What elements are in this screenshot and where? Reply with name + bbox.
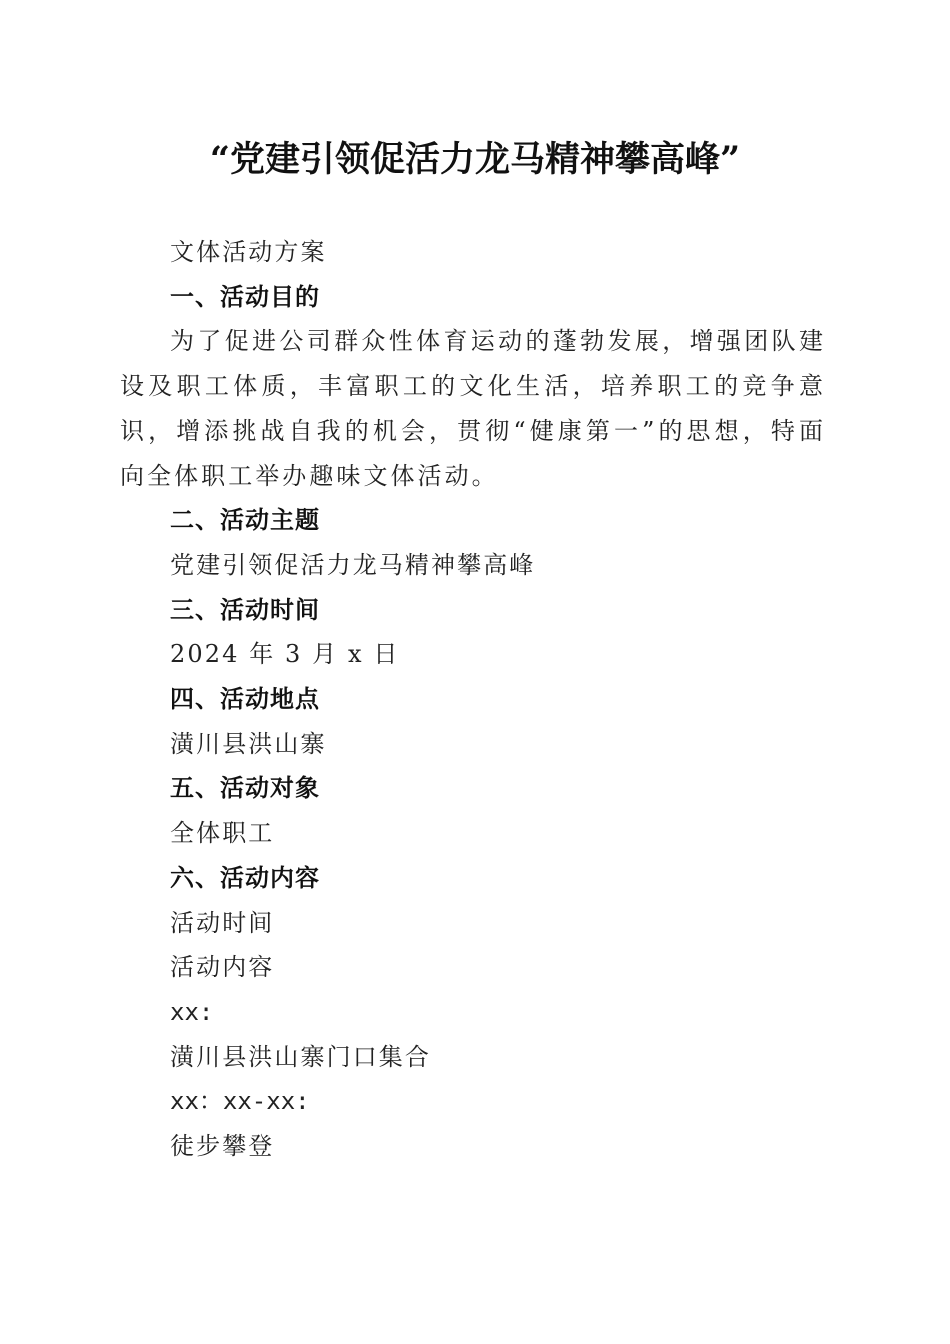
content-line-hiking: 徒步攀登	[170, 1132, 275, 1161]
section-heading-theme: 二、活动主题	[170, 506, 320, 535]
document-body	[120, 230, 826, 1169]
content-line-xx-range: xx：xx-xx:	[170, 1087, 310, 1116]
section-paragraph-purpose: 为了促进公司群众性体育运动的蓬勃发展，增强团队建设及职工体质，丰富职工的文化生活，培养职工的竞争意识，增添挑战自我的机会，贯彻“健康第一”的思想，特面向全体职工举办趣味文体活动。	[120, 327, 826, 490]
section-heading-participants: 五、活动对象	[170, 774, 320, 803]
section-heading-content: 六、活动内容	[170, 863, 320, 892]
section-text-participants: 全体职工	[170, 819, 275, 848]
content-line-activity-content: 活动内容	[170, 953, 275, 982]
section-text-time: 2024 年 3 月 x 日	[170, 640, 400, 669]
content-line-xx: xx:	[170, 997, 214, 1026]
document-title: “党建引领促活力龙马精神攀高峰”	[209, 139, 741, 180]
document-subtitle: 文体活动方案	[170, 238, 327, 266]
content-line-gathering: 潢川县洪山寨门口集合	[170, 1042, 431, 1071]
content-line-activity-time: 活动时间	[170, 908, 275, 937]
section-heading-location: 四、活动地点	[170, 685, 320, 714]
section-heading-purpose: 一、活动目的	[170, 282, 320, 311]
section-text-theme: 党建引领促活力龙马精神攀高峰	[170, 550, 536, 579]
section-text-location: 潢川县洪山寨	[170, 729, 327, 758]
section-heading-time: 三、活动时间	[170, 595, 320, 624]
